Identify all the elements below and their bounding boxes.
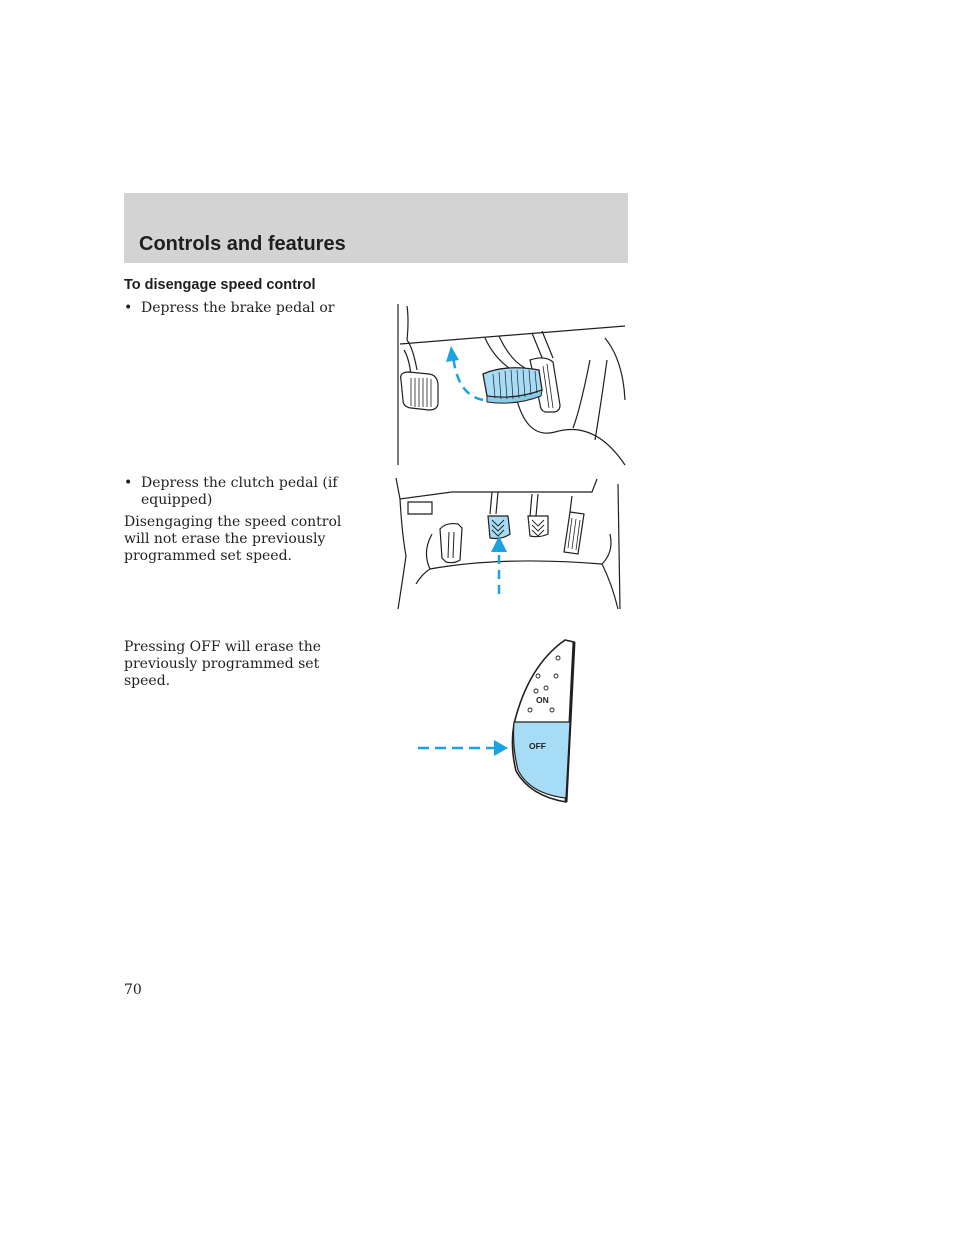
accelerator-pedal [564,512,584,554]
section-title: Controls and features [139,233,346,255]
clutch-pedal-pad [401,372,438,410]
bullet-clutch [124,475,381,509]
paragraph-disengage: Disengaging the speed control will not erase the previously programmed set speed. [124,514,342,564]
clutch-press-arrow [491,536,507,594]
section-header-band [124,193,628,263]
brake-pedal-illustration [395,300,630,470]
brake-pedal [528,516,548,537]
off-label: OFF [529,741,546,751]
speed-control-switch-illustration [410,636,580,808]
bullet-dot: • [124,300,133,316]
footrest-pad [440,524,462,563]
bullet-brake-text: Depress the brake pedal or [141,300,335,316]
subsection-heading: To disengage speed control [124,277,316,293]
brake-pedal-highlighted [483,368,542,403]
page-number: 70 [124,982,142,998]
paragraph-off: Pressing OFF will erase the previously programmed set speed. [124,639,322,689]
bullet-brake [124,300,381,317]
brake-release-arrow [446,346,483,400]
on-label: ON [536,695,549,705]
bullet-clutch-text: Depress the clutch pedal (if equipped) [141,475,338,508]
bullet-dot: • [124,475,133,491]
off-button-arrow [418,740,508,756]
off-button-highlighted [514,722,571,798]
clutch-pedal-highlighted [488,516,510,539]
clutch-pedal-illustration [392,474,630,629]
